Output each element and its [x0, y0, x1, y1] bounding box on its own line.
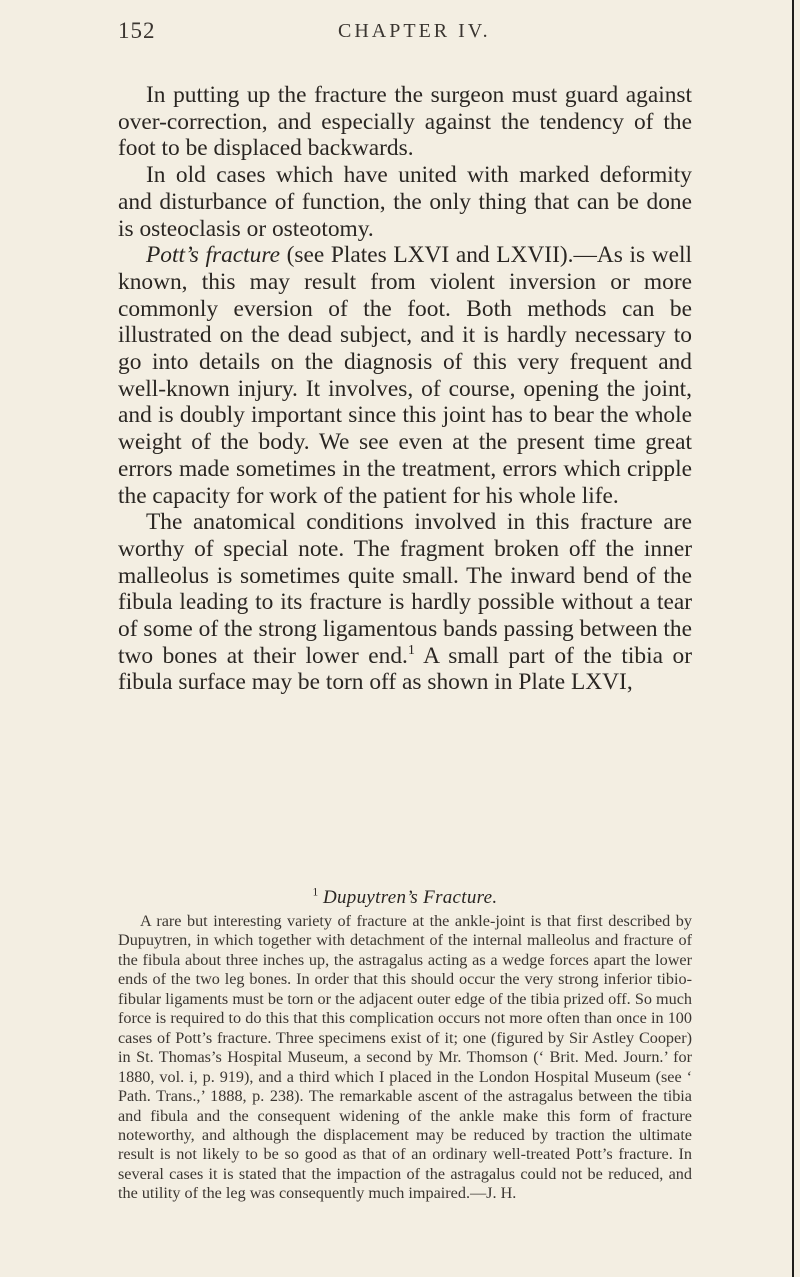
chapter-title: CHAPTER IV.: [338, 20, 491, 42]
footnote-text: A rare but interesting variety of fracture at the ankle-joint is that first described by Dupuytren, in which together with detachment of the internal malleolus and fracture of the fibula about three inches up, the astragalus acting as a wedge forces apart the lower ends of the two leg bones. In order that this should occur the very strong inferior tibio-fibular ligaments must be torn or the adjacent outer edge of the tibia prized off. So much force is required to do this that this complication occurs not more often than once in 100 cases of Pott’s fracture. Three specimens exist of it; one (figured by Sir Astley Cooper) in St. Thomas’s Hospital Museum, a second by Mr. Thomson (‘ Brit. Med. Journ.’ for 1880, vol. i, p. 919), and a third which I placed in the London Hospital Museum (see ‘ Path. Trans.,’ 1888, p. 238). The remarkable ascent of the astragalus between the tibia and fibula and the consequent widening of the ankle make this form of fracture noteworthy, and although the displacement may be reduced by traction the ultimate result is not likely to be so good as that of an ordinary well-treated Pott’s fracture. In several cases it is stated that the impaction of the astragalus could not be reduced, and the utility of the leg was consequently much impaired.—J. H.: [118, 912, 692, 1203]
paragraph-3-text: (see Plates LXVI and LXVII).—As is well known, this may result from violent inversion or more commonly eversion of the foot. Both methods can be illustrated on the dead subject, and it is hardly necessary to go into details on the diagnosis of this very frequent and well-known injury. It involves, of course, opening the joint, and is doubly important since this joint has to bear the whole weight of the body. We see even at the present time great errors made sometimes in the treatment, errors which cripple the capacity for work of the patient for his whole life.: [118, 242, 692, 509]
section-heading-potts-fracture: Pott’s fracture: [146, 242, 280, 269]
footnote-reference[interactable]: 1: [407, 641, 415, 658]
paragraph-1: In putting up the fracture the surgeon must guard against over-correction, and especially against the tendency of the foot to be displaced backwards.: [118, 82, 692, 162]
footnote-heading: [118, 887, 692, 909]
paragraph-4-tail: A small part of the tibia or fibula surface may be torn off as shown in Plate LXVI,: [118, 642, 692, 696]
footnote-marker: 1: [312, 886, 319, 899]
paragraph-2: In old cases which have united with marked deformity and disturbance of function, the only thing that can be done is osteoclasis or osteotomy.: [118, 162, 692, 242]
paragraph-4: [118, 509, 692, 696]
paragraph-4-text: The anatomical conditions involved in this fracture are worthy of special note. The fragment broken off the inner malleolus is sometimes quite small. The inward bend of the fibula leading to its fracture is hardly possible without a tear of some of the strong ligamentous bands passing between the two bones at their lower end.: [118, 509, 692, 669]
footnote-title: Dupuytren’s Fracture.: [322, 887, 498, 908]
footnote: [118, 912, 692, 1204]
main-text: [118, 82, 692, 696]
page-header: [118, 16, 692, 56]
paragraph-3: [118, 242, 692, 509]
page-number: 152: [118, 18, 156, 43]
page-edge-line: [792, 0, 794, 1277]
